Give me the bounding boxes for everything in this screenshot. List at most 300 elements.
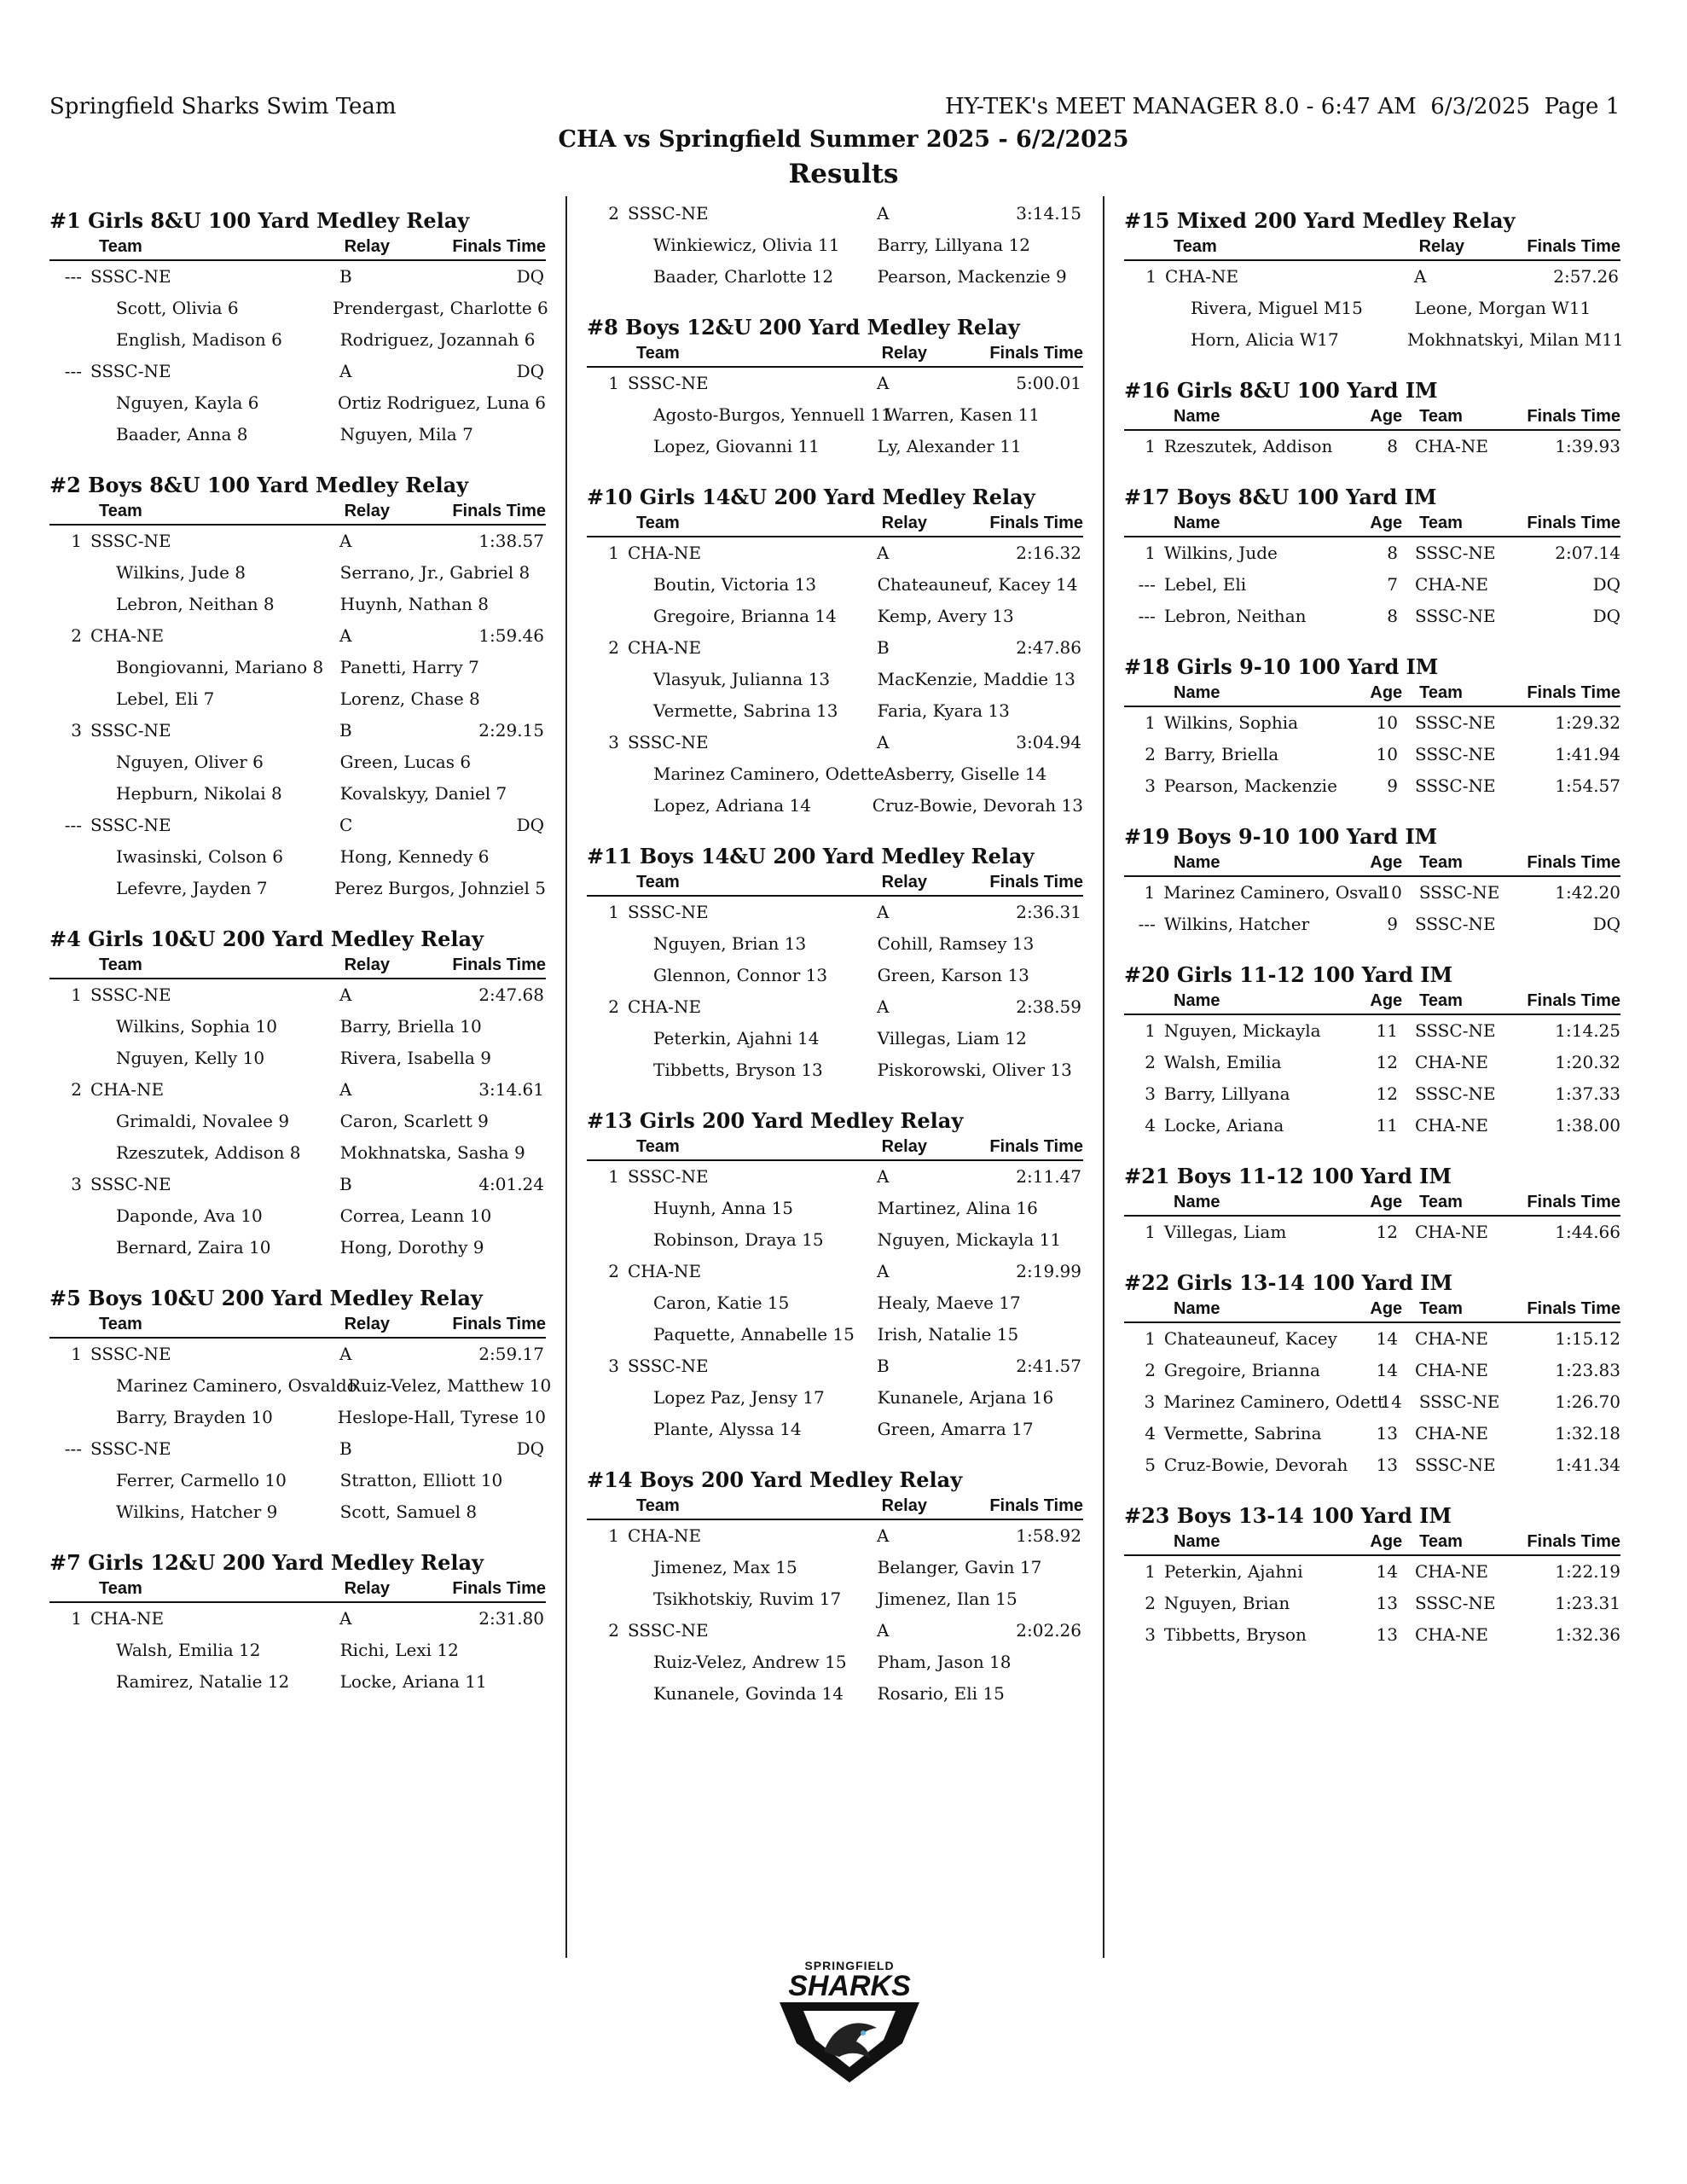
relay-swimmers-row (587, 1583, 1083, 1615)
finals-time: 2:11.47 (1016, 1166, 1081, 1187)
event-title: #22 Girls 13-14 100 Yard IM (1124, 1270, 1453, 1295)
place: 2 (608, 996, 619, 1017)
finals-time: 2:57.26 (1553, 266, 1619, 287)
event-block (1124, 824, 1620, 940)
place: 3 (1145, 1083, 1156, 1104)
relay-swimmers-row (587, 431, 1083, 462)
relay-swimmer: Jimenez, Ilan 15 (877, 1589, 1017, 1609)
relay-swimmers-row (49, 873, 546, 904)
place: --- (1138, 914, 1156, 934)
relay-swimmer: Baader, Anna 8 (116, 424, 248, 444)
relay-swimmers-row (587, 1414, 1083, 1445)
relay-swimmers-row (587, 1193, 1083, 1224)
relay-swimmers-row (587, 1224, 1083, 1256)
relay-swimmer: Marinez Caminero, Osvaldo (116, 1375, 357, 1396)
header-age: Age (1370, 991, 1403, 1010)
relay-swimmer: Nguyen, Oliver 6 (116, 752, 264, 772)
relay-letter: A (339, 361, 352, 381)
event-title: #17 Boys 8&U 100 Yard IM (1124, 485, 1437, 509)
team: CHA-NE (1414, 574, 1489, 595)
relay-swimmer: Pearson, Mackenzie 9 (877, 266, 1067, 287)
result-row (1124, 1386, 1620, 1418)
result-row (1124, 707, 1620, 739)
header-finals-time: Finals Time (989, 514, 1084, 532)
place: --- (64, 266, 82, 287)
relay-swimmer: Barry, Briella 10 (339, 1016, 482, 1037)
swimmer-name: Peterkin, Ajahni (1163, 1561, 1303, 1582)
relay-swimmer: Rosario, Eli 15 (877, 1683, 1005, 1704)
place: 1 (1145, 1222, 1156, 1242)
swimmer-age: 14 (1380, 1391, 1402, 1412)
relay-swimmers-row (49, 746, 546, 778)
relay-swimmer: Richi, Lexi 12 (339, 1640, 459, 1660)
place: 2 (608, 1620, 619, 1641)
swimmer-age: 13 (1376, 1423, 1398, 1443)
relay-swimmers-row (587, 1287, 1083, 1319)
finals-time: 2:19.99 (1016, 1261, 1081, 1281)
relay-swimmer: Ramirez, Natalie 12 (116, 1671, 290, 1692)
relay-letter: A (877, 1525, 890, 1546)
result-row (587, 1161, 1083, 1193)
place: 1 (608, 1166, 619, 1187)
results-column-3 (1124, 208, 1624, 1673)
relay-letter: A (877, 732, 890, 752)
place: 2 (71, 1079, 82, 1100)
event-title: #14 Boys 200 Yard Medley Relay (587, 1467, 963, 1492)
team: CHA-NE (1414, 1561, 1489, 1582)
event-header-row (49, 952, 546, 979)
swimmer-age: 13 (1376, 1455, 1398, 1475)
team: SSSC-NE (1414, 744, 1496, 764)
finals-time: DQ (516, 361, 544, 381)
team: SSSC-NE (628, 902, 709, 922)
relay-swimmer: Stratton, Elliott 10 (339, 1470, 503, 1490)
relay-swimmer: Rivera, Isabella 9 (339, 1048, 491, 1068)
event-header-row (587, 869, 1083, 897)
header-name: Name (1174, 1532, 1220, 1551)
swimmer-name: Barry, Briella (1163, 744, 1279, 764)
header-name: Name (1174, 1193, 1220, 1211)
relay-swimmer: Nguyen, Kelly 10 (116, 1048, 265, 1068)
relay-swimmers-row (587, 1319, 1083, 1350)
place: 3 (71, 720, 82, 741)
place: 5 (1145, 1455, 1156, 1475)
relay-swimmers-row (49, 419, 546, 450)
result-row (1124, 601, 1620, 632)
relay-letter: B (339, 266, 352, 287)
header-name: Name (1174, 683, 1220, 702)
result-row (1124, 1418, 1620, 1449)
relay-swimmers-row (587, 1023, 1083, 1054)
swimmer-age: 7 (1387, 574, 1398, 595)
event-header-row (1124, 404, 1620, 431)
relay-swimmer: English, Madison 6 (116, 329, 282, 350)
swimmer-age: 14 (1376, 1360, 1398, 1380)
relay-swimmers-row (49, 1043, 546, 1074)
meet-title: CHA vs Springfield Summer 2025 - 6/2/2025 (558, 126, 1129, 153)
event-block (1124, 654, 1620, 802)
header-relay: Relay (344, 1315, 390, 1333)
finals-time: 3:14.15 (1016, 203, 1081, 224)
header-finals-time: Finals Time (452, 956, 547, 974)
swimmer-name: Marinez Caminero, Odett (1163, 1391, 1384, 1412)
finals-time: 2:38.59 (1016, 996, 1081, 1017)
relay-swimmers-row (49, 778, 546, 810)
header-relay: Relay (344, 1579, 390, 1598)
relay-swimmer: Rivera, Miguel M15 (1191, 298, 1363, 318)
event-title: #7 Girls 12&U 200 Yard Medley Relay (49, 1550, 484, 1575)
relay-swimmers-row (49, 324, 546, 356)
event-title: #10 Girls 14&U 200 Yard Medley Relay (587, 485, 1035, 509)
place: 2 (71, 625, 82, 646)
team: SSSC-NE (1414, 1083, 1496, 1104)
header-team: Team (1419, 853, 1463, 872)
event-title: #8 Boys 12&U 200 Yard Medley Relay (587, 315, 1020, 340)
header-team-name: Springfield Sharks Swim Team (49, 94, 397, 119)
place: 2 (608, 637, 619, 658)
team: SSSC-NE (90, 1344, 171, 1364)
result-row (587, 991, 1083, 1023)
relay-swimmer: Heslope-Hall, Tyrese 10 (337, 1407, 546, 1427)
relay-swimmers-row (49, 557, 546, 589)
header-relay: Relay (881, 344, 927, 363)
relay-swimmers-row (1124, 324, 1624, 356)
relay-swimmers-row (587, 229, 1083, 261)
event-title: #15 Mixed 200 Yard Medley Relay (1124, 208, 1516, 233)
header-team: Team (99, 502, 142, 520)
place: 3 (1144, 1391, 1156, 1412)
relay-swimmer: Healy, Maeve 17 (877, 1292, 1021, 1313)
swimmer-age: 12 (1376, 1052, 1398, 1072)
event-block (587, 315, 1083, 462)
header-relay: Relay (881, 1137, 927, 1156)
place: 2 (1145, 1593, 1156, 1613)
finals-time: 3:14.61 (478, 1079, 544, 1100)
result-row (49, 526, 546, 557)
relay-swimmers-row (49, 387, 546, 419)
team: SSSC-NE (628, 1620, 709, 1641)
relay-swimmer: Vlasyuk, Julianna 13 (653, 669, 831, 689)
relay-swimmer: Grimaldi, Novalee 9 (116, 1111, 290, 1131)
finals-time: DQ (1592, 606, 1620, 626)
relay-swimmers-row (49, 1666, 546, 1698)
result-row (587, 897, 1083, 928)
finals-time: 1:22.19 (1555, 1561, 1620, 1582)
header-name: Name (1174, 514, 1220, 532)
swimmer-name: Vermette, Sabrina (1163, 1423, 1322, 1443)
relay-swimmer: Huynh, Nathan 8 (339, 594, 489, 614)
result-row (587, 198, 1083, 229)
header-relay: Relay (344, 237, 390, 256)
relay-swimmer: Glennon, Connor 13 (653, 965, 828, 985)
place: 3 (608, 732, 619, 752)
result-row (1124, 1355, 1620, 1386)
relay-swimmer: Hong, Kennedy 6 (339, 846, 490, 867)
swimmer-age: 8 (1387, 543, 1398, 563)
relay-letter: A (877, 543, 890, 563)
result-row (1124, 1078, 1620, 1110)
header-team: Team (1419, 407, 1463, 426)
place: 1 (608, 902, 619, 922)
team: SSSC-NE (90, 266, 171, 287)
relay-swimmer: Lebel, Eli 7 (116, 688, 215, 709)
relay-swimmer: Scott, Samuel 8 (339, 1502, 478, 1522)
event-title: #16 Girls 8&U 100 Yard IM (1124, 378, 1438, 403)
team: CHA-NE (1414, 1328, 1489, 1349)
event-block (49, 1286, 552, 1528)
team: CHA-NE (1414, 1624, 1489, 1645)
result-row (49, 356, 546, 387)
result-row (49, 810, 546, 841)
header-finals-time: Finals Time (452, 502, 547, 520)
finals-time: 1:38.00 (1555, 1115, 1620, 1136)
header-team: Team (1419, 683, 1463, 702)
swimmer-age: 14 (1376, 1328, 1398, 1349)
place: 2 (1145, 1052, 1156, 1072)
finals-time: 1:14.25 (1555, 1020, 1620, 1041)
swimmer-age: 9 (1387, 775, 1398, 796)
place: 1 (71, 985, 82, 1005)
team: SSSC-NE (90, 531, 171, 551)
header-age: Age (1370, 683, 1403, 702)
relay-letter: A (339, 531, 352, 551)
header-finals-time: Finals Time (1527, 991, 1620, 1010)
event-block (587, 1108, 1083, 1445)
result-row (49, 1433, 546, 1465)
relay-swimmers-row (49, 1232, 546, 1263)
team: SSSC-NE (1414, 606, 1496, 626)
team: CHA-NE (628, 637, 702, 658)
header-team: Team (1174, 237, 1217, 256)
relay-swimmer: Asberry, Giselle 14 (884, 764, 1047, 784)
event-block (587, 1467, 1083, 1710)
relay-swimmers-row (49, 1635, 546, 1666)
relay-swimmer: Wilkins, Hatcher 9 (116, 1502, 278, 1522)
event-title: #2 Boys 8&U 100 Yard Medley Relay (49, 473, 469, 497)
relay-swimmer: Marinez Caminero, Odette (653, 764, 884, 784)
relay-swimmer: Faria, Kyara 13 (877, 700, 1010, 721)
relay-swimmers-row (49, 1106, 546, 1137)
relay-swimmers-row (49, 1402, 546, 1433)
relay-swimmer: Pham, Jason 18 (877, 1652, 1012, 1672)
relay-swimmers-row (587, 1552, 1083, 1583)
shark-eye-icon (861, 2030, 866, 2036)
swimmer-name: Villegas, Liam (1163, 1222, 1287, 1242)
relay-swimmers-row (587, 399, 1083, 431)
relay-swimmers-row (1124, 293, 1620, 324)
header-team: Team (1419, 1532, 1463, 1551)
header-team: Team (636, 1137, 680, 1156)
team: SSSC-NE (90, 720, 171, 741)
header-finals-time: Finals Time (1527, 1193, 1620, 1211)
finals-time: 4:01.24 (478, 1174, 544, 1194)
relay-letter: C (339, 815, 353, 835)
swimmer-name: Cruz-Bowie, Devorah (1163, 1455, 1348, 1475)
finals-time: 2:29.15 (478, 720, 544, 741)
relay-swimmer: Barry, Brayden 10 (116, 1407, 273, 1427)
team: SSSC-NE (1414, 775, 1496, 796)
place: 4 (1145, 1115, 1156, 1136)
relay-swimmer: Horn, Alicia W17 (1191, 329, 1339, 350)
swimmer-name: Gregoire, Brianna (1163, 1360, 1320, 1380)
column-divider (1103, 196, 1104, 1958)
swimmer-age: 11 (1376, 1115, 1398, 1136)
event-header-row (49, 1576, 546, 1603)
event-header-row (1124, 1529, 1620, 1556)
team: CHA-NE (1414, 1222, 1489, 1242)
relay-swimmer: Lopez Paz, Jensy 17 (653, 1387, 825, 1408)
event-block (1124, 1503, 1620, 1651)
relay-swimmers-row (49, 841, 546, 873)
relay-swimmer: Locke, Ariana 11 (339, 1671, 487, 1692)
swimmer-name: Barry, Lillyana (1163, 1083, 1290, 1104)
swimmer-age: 8 (1387, 436, 1398, 456)
event-block (587, 485, 1083, 822)
event-block (1124, 378, 1620, 462)
finals-time: 1:39.93 (1555, 436, 1620, 456)
result-row (1124, 1449, 1620, 1481)
header-finals-time: Finals Time (989, 1496, 1084, 1515)
relay-swimmer: Robinson, Draya 15 (653, 1229, 824, 1250)
result-row (1124, 261, 1620, 293)
relay-letter: A (877, 1166, 890, 1187)
relay-letter: B (339, 720, 352, 741)
relay-swimmer: Nguyen, Mila 7 (339, 424, 473, 444)
event-header-row (587, 340, 1083, 368)
relay-swimmer: Barry, Lillyana 12 (877, 235, 1031, 255)
finals-time: DQ (516, 815, 544, 835)
result-row (587, 1350, 1083, 1382)
team: SSSC-NE (628, 203, 709, 224)
result-row (1124, 431, 1620, 462)
relay-swimmer: Lorenz, Chase 8 (339, 688, 480, 709)
team: CHA-NE (90, 1608, 165, 1629)
result-row (587, 368, 1083, 399)
swimmer-name: Wilkins, Sophia (1163, 712, 1299, 733)
finals-time: 1:15.12 (1555, 1328, 1620, 1349)
finals-time: 2:47.86 (1016, 637, 1081, 658)
swimmer-name: Wilkins, Jude (1163, 543, 1278, 563)
team: CHA-NE (628, 1525, 702, 1546)
result-row (1124, 1323, 1620, 1355)
header-name: Name (1174, 991, 1220, 1010)
place: --- (1138, 574, 1156, 595)
header-relay: Relay (344, 502, 390, 520)
event-block (49, 1550, 546, 1698)
relay-letter: A (339, 1344, 352, 1364)
header-team: Team (1419, 1193, 1463, 1211)
relay-swimmers-row (587, 758, 1083, 790)
relay-swimmer: Prendergast, Charlotte 6 (333, 298, 548, 318)
team: CHA-NE (1165, 266, 1239, 287)
result-row (49, 1169, 546, 1200)
event-header-row (1124, 1296, 1620, 1323)
header-team: Team (99, 237, 142, 256)
relay-swimmers-row (49, 1370, 552, 1402)
relay-letter: A (877, 203, 890, 224)
relay-swimmer: Nguyen, Mickayla 11 (877, 1229, 1062, 1250)
relay-swimmer: Wilkins, Jude 8 (116, 562, 246, 583)
header-age: Age (1370, 514, 1403, 532)
header-finals-time: Finals Time (452, 1579, 547, 1598)
team: CHA-NE (90, 625, 165, 646)
sharks-logo (774, 1958, 925, 2086)
place: 2 (608, 1261, 619, 1281)
relay-swimmers-row (49, 1465, 546, 1496)
relay-letter: A (339, 625, 352, 646)
finals-time: 5:00.01 (1016, 373, 1081, 393)
header-name: Name (1174, 407, 1220, 426)
event-block (587, 198, 1083, 293)
place: 3 (1145, 1624, 1156, 1645)
relay-swimmer: Bernard, Zaira 10 (116, 1237, 271, 1258)
header-team: Team (99, 956, 142, 974)
event-header-row (587, 1493, 1083, 1520)
relay-swimmer: Caron, Katie 15 (653, 1292, 790, 1313)
event-title: #21 Boys 11-12 100 Yard IM (1124, 1164, 1452, 1188)
relay-swimmer: Mokhnatska, Sasha 9 (339, 1142, 525, 1163)
relay-swimmer: Boutin, Victoria 13 (653, 574, 817, 595)
team: SSSC-NE (1414, 1020, 1496, 1041)
header-age: Age (1370, 1532, 1403, 1551)
finals-time: 2:16.32 (1016, 543, 1081, 563)
header-finals-time: Finals Time (1527, 1532, 1620, 1551)
relay-swimmers-row (49, 1011, 546, 1043)
relay-swimmers-row (587, 960, 1083, 991)
header-age: Age (1370, 407, 1403, 426)
swimmer-name: Marinez Caminero, Osval (1163, 882, 1384, 903)
finals-time: 1:23.31 (1555, 1593, 1620, 1613)
header-finals-time: Finals Time (452, 1315, 547, 1333)
finals-time: 1:58.92 (1016, 1525, 1081, 1546)
finals-time: 1:37.33 (1555, 1083, 1620, 1104)
relay-swimmer: Tibbetts, Bryson 13 (653, 1060, 823, 1080)
result-row (1124, 1015, 1620, 1047)
relay-swimmer: Winkiewicz, Olivia 11 (653, 235, 840, 255)
header-team: Team (636, 1496, 680, 1515)
result-row (1124, 739, 1620, 770)
relay-swimmer: Irish, Natalie 15 (877, 1324, 1019, 1345)
header-finals-time: Finals Time (1527, 514, 1620, 532)
relay-swimmers-row (587, 790, 1083, 822)
relay-letter: A (339, 985, 352, 1005)
place: 1 (1145, 543, 1156, 563)
finals-time: 1:23.83 (1555, 1360, 1620, 1380)
event-block (1124, 962, 1620, 1141)
relay-letter: A (339, 1079, 352, 1100)
place: 2 (1145, 1360, 1156, 1380)
header-finals-time: Finals Time (1527, 853, 1620, 872)
place: 1 (1145, 1561, 1156, 1582)
finals-time: 1:44.66 (1555, 1222, 1620, 1242)
result-row (49, 715, 546, 746)
relay-swimmers-row (587, 695, 1083, 727)
relay-swimmer: Ly, Alexander 11 (877, 436, 1022, 456)
finals-time: 2:41.57 (1016, 1356, 1081, 1376)
result-row (49, 620, 546, 652)
event-title: #11 Boys 14&U 200 Yard Medley Relay (587, 844, 1035, 868)
team: SSSC-NE (90, 1438, 171, 1459)
place: --- (64, 815, 82, 835)
event-header-row (587, 510, 1083, 537)
place: 1 (608, 373, 619, 393)
relay-swimmer: Chateauneuf, Kacey 14 (877, 574, 1078, 595)
event-header-row (1124, 510, 1620, 537)
result-row (1124, 1047, 1620, 1078)
event-title: #20 Girls 11-12 100 Yard IM (1124, 962, 1453, 987)
event-title: #23 Boys 13-14 100 Yard IM (1124, 1503, 1452, 1528)
place: 1 (1145, 712, 1156, 733)
